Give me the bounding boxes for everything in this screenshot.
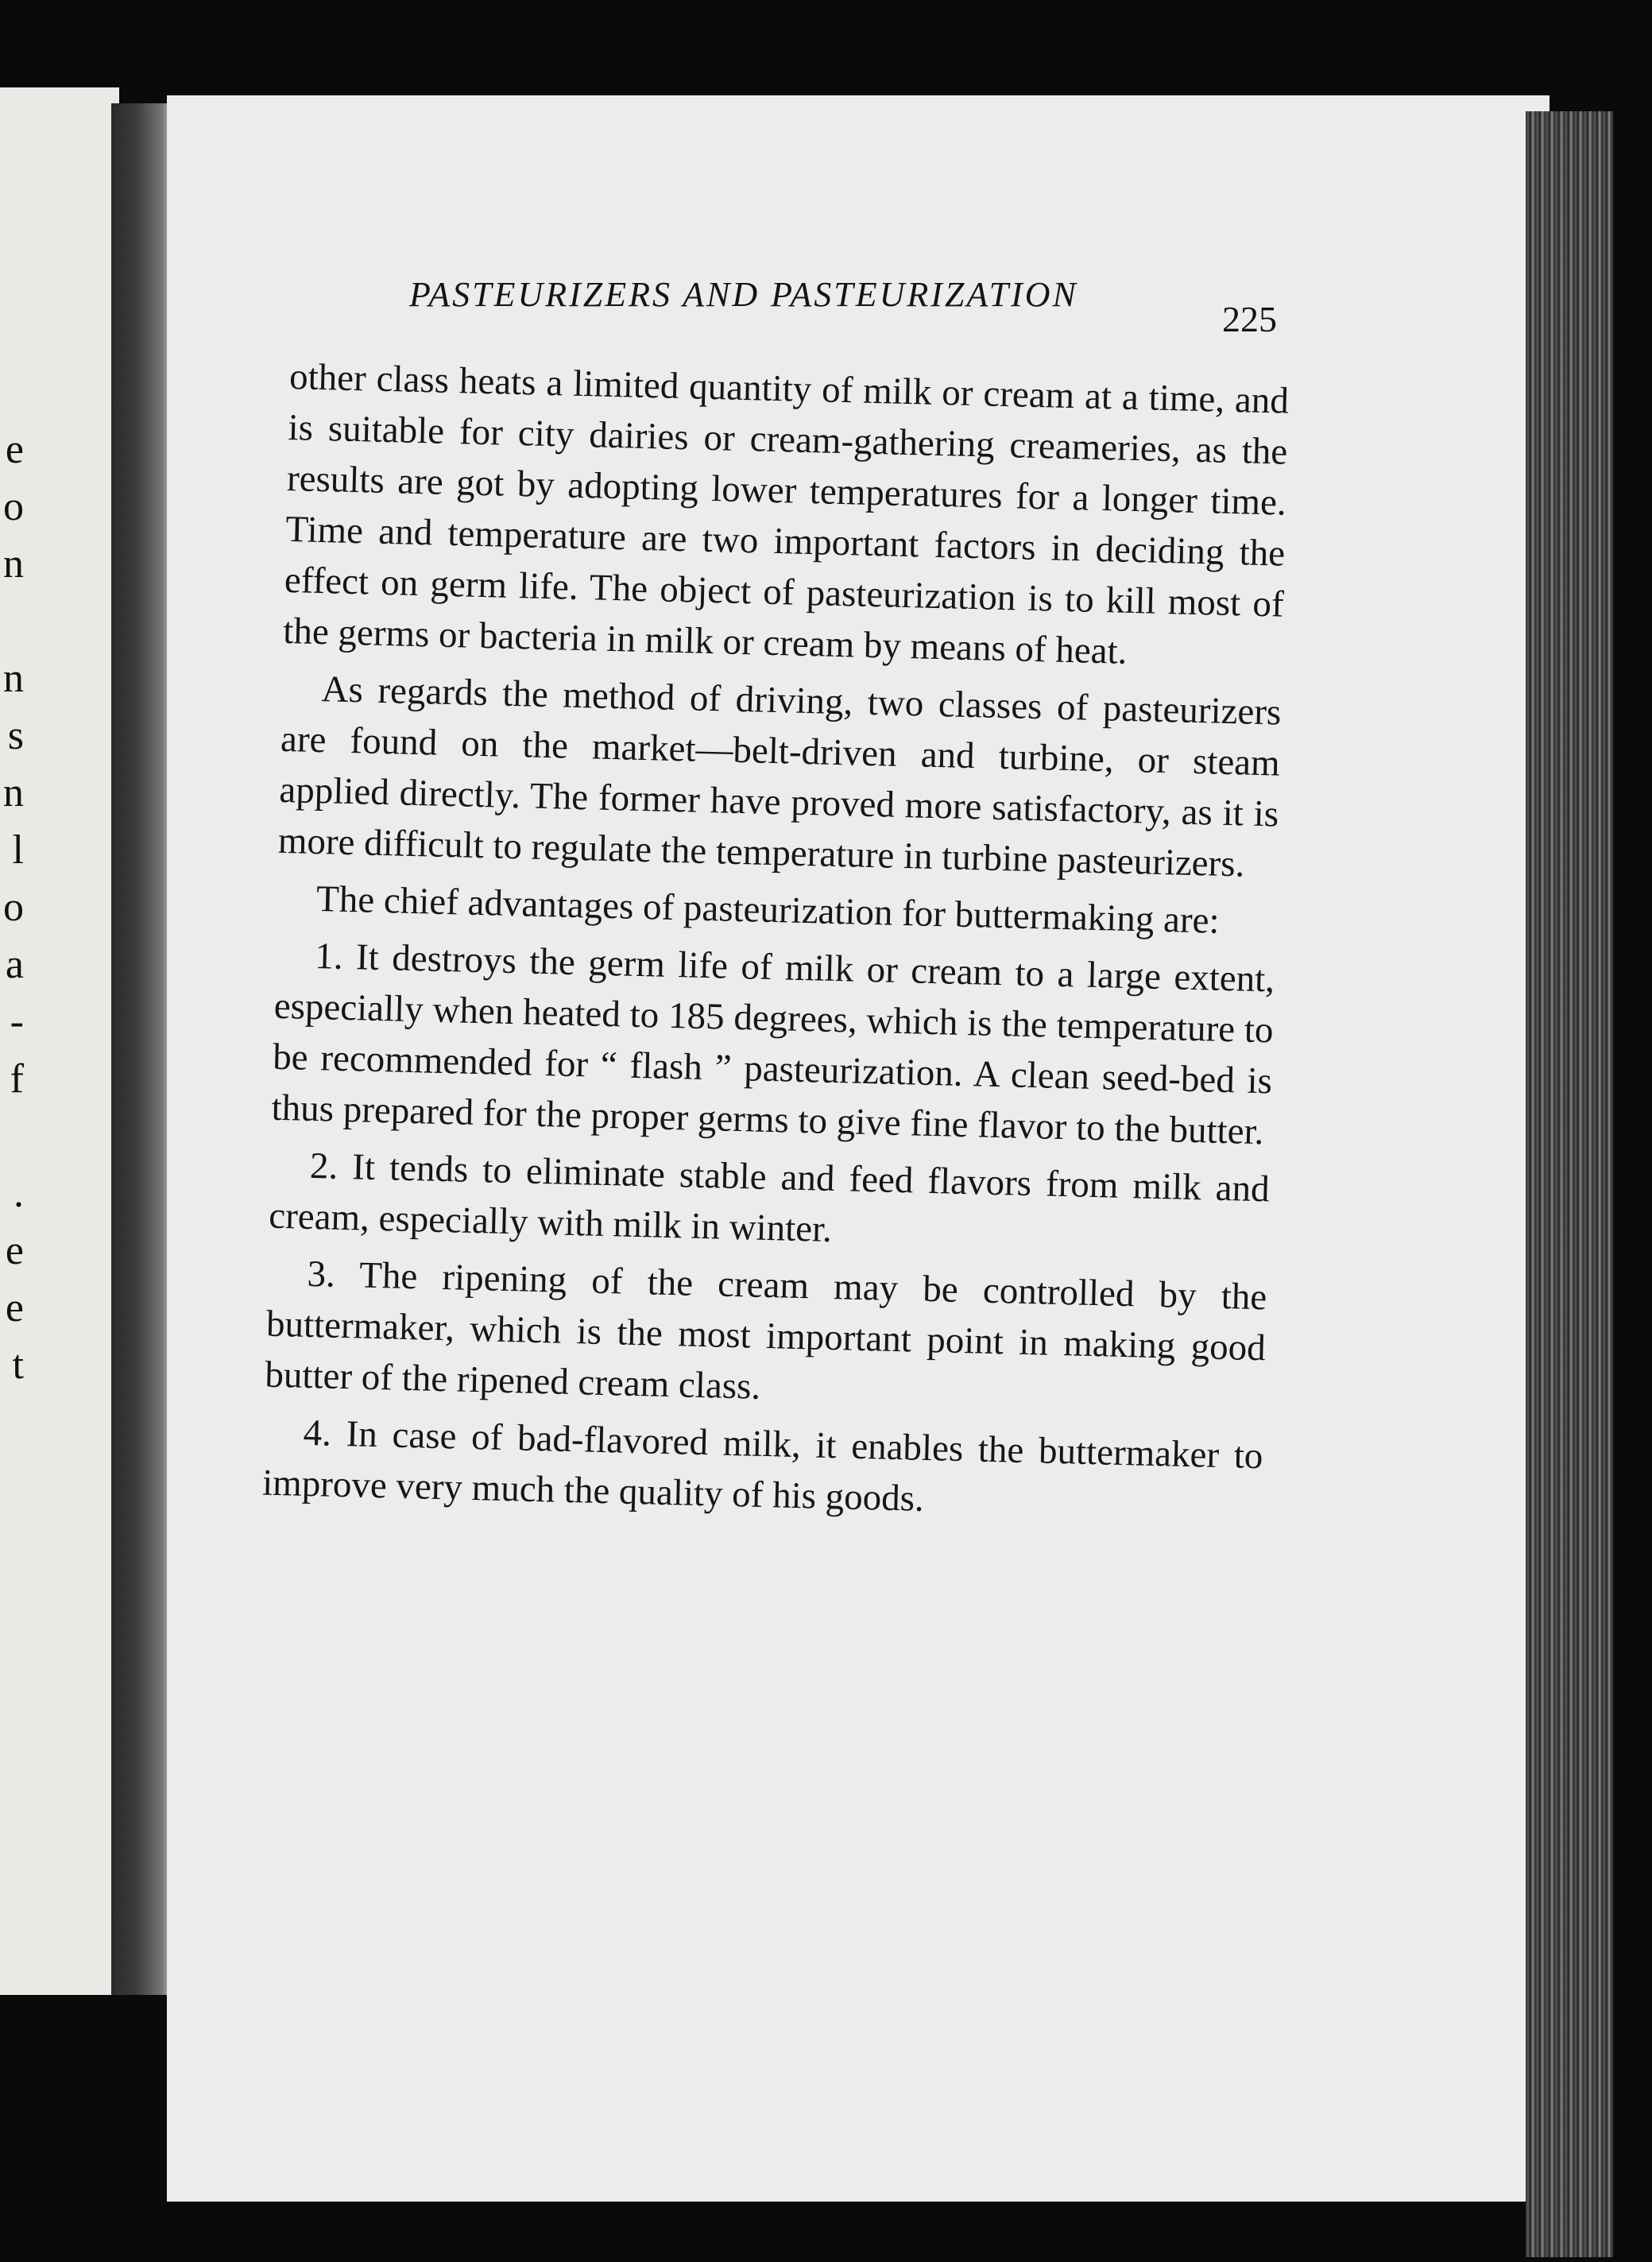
prev-char: n xyxy=(3,656,24,701)
prev-char: n xyxy=(3,770,24,815)
previous-page xyxy=(0,87,119,1995)
prev-char: o xyxy=(3,484,24,529)
prev-char: f xyxy=(10,1056,24,1102)
numbered-paragraph: 4. In case of bad-flavored milk, it enables the buttermaker to improve very much the quality of his goods. xyxy=(261,1412,1264,1520)
prev-char: e xyxy=(5,1285,24,1330)
prev-char: s xyxy=(7,713,24,758)
prev-char xyxy=(0,1108,24,1165)
prev-char: - xyxy=(10,999,24,1044)
paragraph: As regards the method of driving, two classes of pasteurizers are found on the market—belt-driven and turbine, or steam applied directly. The former have proved more satisfactory, as it is more difficult to regulate the temperature in turbine pasteurizers. xyxy=(277,668,1282,885)
page-number: 225 xyxy=(1222,299,1277,339)
prev-char: n xyxy=(3,541,24,587)
prev-char: t xyxy=(12,1342,24,1388)
running-header: PASTEURIZERS AND PASTEURIZATION xyxy=(409,275,1078,314)
prev-char xyxy=(0,593,24,650)
previous-page-text-edge xyxy=(0,421,24,1394)
prev-char: l xyxy=(12,827,24,873)
book-gutter xyxy=(111,103,175,1995)
prev-char: a xyxy=(5,942,24,987)
prev-char: e xyxy=(5,1228,24,1273)
paragraph: The chief advantages of pasteurization for buttermaking are: xyxy=(315,878,1221,942)
paragraph: other class heats a limited quantity of milk or cream at a time, and is suitable for city dairies or cream-gathering creameries, as the results are got by adopting lower temperatures for a longer time. Time and temperature are two important factors in deciding the effect on germ life. The object of pasteurization is to kill most of the germs or bacteria in milk or cream by means of heat. xyxy=(282,355,1290,672)
prev-char: e xyxy=(5,427,24,472)
numbered-paragraph: 3. The ripening of the cream may be controlled by the buttermaker, which is the most important point in making good butter of the ripened cream class. xyxy=(264,1253,1267,1408)
prev-char: o xyxy=(3,885,24,930)
page-body xyxy=(261,351,1289,1539)
numbered-paragraph: 1. It destroys the germ life of milk or cream to a large extent, especially when heated to 185 degrees, which is the temperature to be recommended for “ flash ” pasteurization. A clean seed-bed is thus prepared for the proper germs to give fine flavor to the butter. xyxy=(271,935,1275,1153)
numbered-paragraph: 2. It tends to eliminate stable and feed flavors from milk and cream, especially with milk in winter. xyxy=(268,1145,1271,1250)
page-edges xyxy=(1526,111,1613,2257)
prev-char: . xyxy=(14,1171,24,1216)
